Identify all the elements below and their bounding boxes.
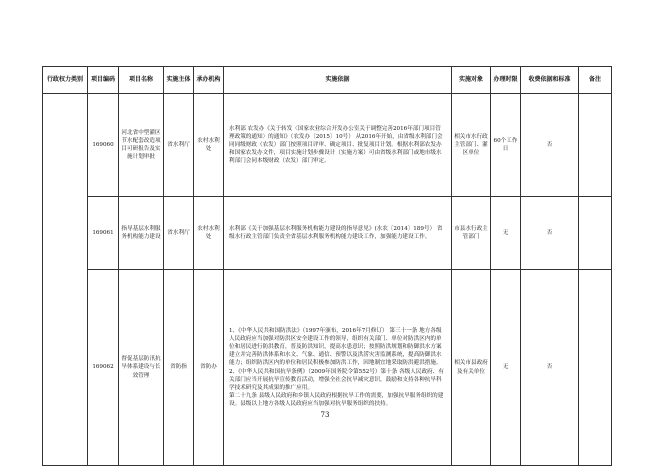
row-code: 169060	[88, 94, 119, 197]
header-office: 承办机构	[194, 67, 224, 94]
row-target: 市县水行政主管部门	[452, 197, 491, 270]
category-cell	[43, 94, 88, 466]
row-office: 农村水利处	[194, 94, 224, 197]
row-target: 相关市县政府及有关单位	[452, 270, 491, 466]
header-row	[43, 67, 612, 94]
row-fee: 否	[521, 94, 579, 197]
row-time: 无	[491, 270, 521, 466]
row-code: 169062	[88, 270, 119, 466]
row-time: 无	[491, 197, 521, 270]
header-basis: 实施依据	[224, 67, 452, 94]
row-basis: 水利部《关于加强基层水利服务机构能力建设的指导意见》(水农〔2014〕189号） 省级水行政主管部门负责全省基层水利服务机构能力建设工作，加强能力建设工作。	[224, 197, 452, 270]
row-name: 督促基层防汛抗旱体系建设与长效管理	[119, 270, 164, 466]
header-target: 实施对象	[452, 67, 491, 94]
page-number: 73	[320, 411, 330, 419]
row-subject: 省水利厅	[164, 94, 194, 197]
header-name: 项目名称	[119, 67, 164, 94]
row-code: 169061	[88, 197, 119, 270]
row-office: 农村水利处	[194, 197, 224, 270]
row-note	[579, 94, 612, 197]
header-fee: 收费依据和标准	[521, 67, 579, 94]
row-name: 河北省中型灌区节水配套改造项目可研报告及实施计划审批	[119, 94, 164, 197]
row-subject: 省防指	[164, 270, 194, 466]
header-code: 项目编码	[88, 67, 119, 94]
table-row	[43, 270, 612, 466]
row-basis: 水利部 农发办《关于转发〈国家农业综合开发办公室关于调整完善2016年部门项目管理政策的通知〉的通知》（农发办〔2015〕10号） 从2016年开始，由省级水利部门会同同级财政（农发）部门按照项目评审、确定项目、批复项目计划。根据水利部农发办和国家农发办文件，项目实施计划步骤设计（实施方案）可由省级水利部门或地市级水利部门会同本级财政（农发）部门审定。	[224, 94, 452, 197]
row-note	[579, 197, 612, 270]
header-note: 备注	[579, 67, 612, 94]
row-basis: 1、《中华人民共和国防洪法》（1997年颁布，2016年7月修订） 第三十一条 地方各级人民政府应当加强对防洪区安全建设工作的领导，组织有关部门、单位对防洪区内的单位和居民进行防洪教育，普及防洪知识，提高水患意识；按照防洪规划和防御洪水方案建立并完善防洪体系和水文、气象、通信、预警以及洪涝灾害监测系统，提高防御洪水能力；组织防洪区内的单位和居民积极参加防洪工作，因地制宜地采取防洪避洪措施。 2、《中华人民共和国抗旱条例》（2009年国务院令第552号）第十条 各级人民政府、有关部门应当开展抗旱宣传教育活动，增强全社会抗旱减灾意识，鼓励和支持各种抗旱科学技术研究及其成果的推广应用。 第二十九条 县级人民政府和乡镇人民政府根据抗旱工作的需要，加强抗旱服务组织的建设。县级以上地方各级人民政府应当加强对抗旱服务组织的扶持。	[224, 270, 452, 466]
row-fee: 否	[521, 197, 579, 270]
matters-table	[42, 66, 612, 466]
row-name: 指导基层水利服务机构能力建设	[119, 197, 164, 270]
row-note	[579, 270, 612, 466]
header-time: 办理时限	[491, 67, 521, 94]
row-target: 相关市水行政主管部门、灌区单位	[452, 94, 491, 197]
row-time: 60个工作日	[491, 94, 521, 197]
header-category: 行政权力类别	[43, 67, 88, 94]
row-office: 省防办	[194, 270, 224, 466]
row-subject: 省水利厅	[164, 197, 194, 270]
header-subject: 实施主体	[164, 67, 194, 94]
table-row	[43, 94, 612, 197]
table-row	[43, 197, 612, 270]
row-fee: 否	[521, 270, 579, 466]
